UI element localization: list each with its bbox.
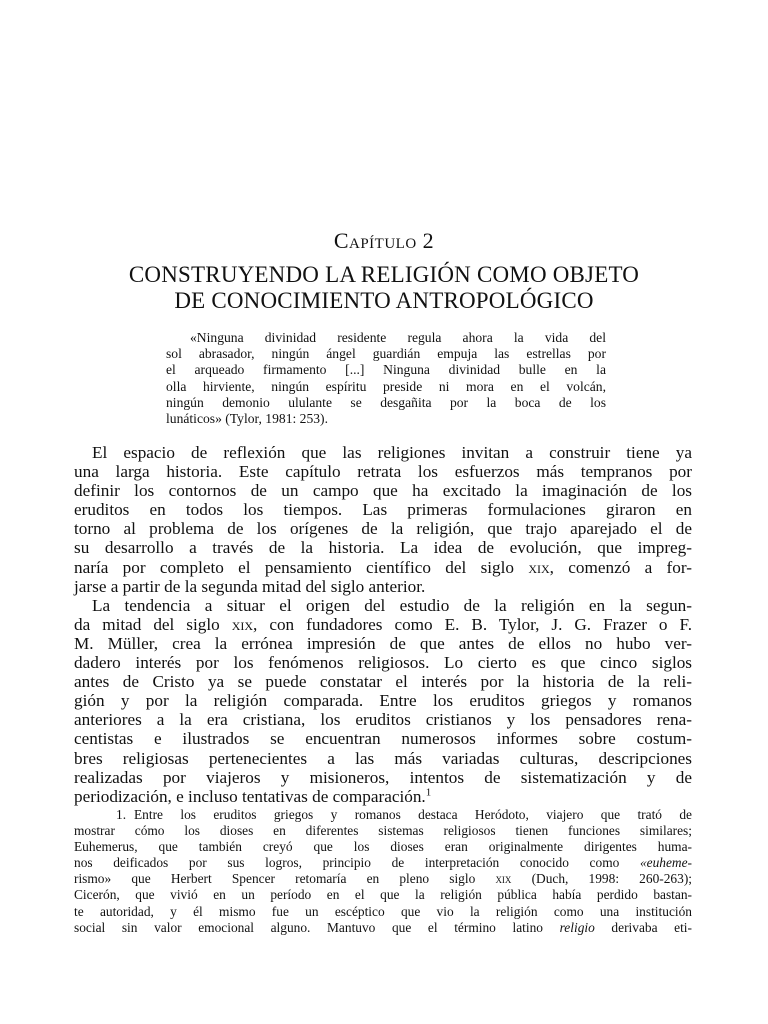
chapter-title-line: CONSTRUYENDO LA RELIGIÓN COMO OBJETO: [128, 262, 640, 287]
footnote: [74, 807, 692, 936]
footnote-line: mostrar cómo los dioses en diferentes sistemas religiosos tienen funciones similares;: [74, 823, 692, 839]
paragraph-line: una larga historia. Este capítulo retrata los esfuerzos más tempranos por: [74, 462, 692, 482]
text-run: rismo» que Herbert Spencer retomaría en pleno siglo: [74, 871, 496, 887]
epigraph-line: «Ninguna divinidad residente regula ahora la vida del: [190, 330, 606, 345]
paragraph-line: [74, 615, 692, 634]
text-run: , con fundadores como E. B. Tylor, J. G. Frazer o F.: [253, 614, 692, 634]
italic-term: «euheme-: [639, 855, 692, 871]
italic-term: religio: [559, 919, 595, 935]
paragraph-line: M. Müller, crea la errónea impresión de que antes de ellos no hubo ver-: [74, 633, 692, 653]
century-numeral: xix: [528, 557, 550, 577]
text-run: Entre los eruditos griegos y romanos destaca Heródoto, viajero que trató de: [134, 807, 692, 822]
text-run: naría por completo el pensamiento científico del siglo: [74, 557, 529, 577]
paragraph-line: definir los contornos de un campo que ha excitado la imaginación de los: [74, 481, 692, 501]
footnote-line: [74, 871, 692, 887]
chapter-title-line: DE CONOCIMIENTO ANTROPOLÓGICO: [174, 288, 594, 313]
paragraph-line: antes de Cristo ya se puede constatar el interés por la historia de la reli-: [74, 672, 692, 692]
footnote-reference[interactable]: 1: [425, 785, 432, 798]
body-text: [74, 443, 692, 806]
footnote-line: te autoridad, y él mismo fue un escéptico que vio la religión como una institución: [74, 903, 692, 919]
text-run: da mitad del siglo: [74, 614, 232, 634]
epigraph-line: sol abrasador, ningún ángel guardián empuja las estrellas por: [166, 346, 606, 362]
epigraph-line: lunáticos» (Tylor, 1981: 253).: [166, 411, 328, 427]
chapter-title: [60, 262, 708, 314]
text-run: periodización, e incluso tentativas de comparación.: [74, 786, 426, 806]
footnote-number: 1.: [116, 807, 127, 822]
paragraph-line: su desarrollo a través de la historia. La idea de evolución, que impreg-: [74, 538, 692, 558]
footnote-line: Euhemerus, que también creyó que los dioses eran originalmente dirigentes huma-: [74, 839, 692, 855]
paragraph-line: El espacio de reflexión que las religiones invitan a construir tiene ya: [92, 443, 692, 462]
paragraph-line: dadero interés por los fenómenos religiosos. Lo cierto es que cinco siglos: [74, 653, 692, 673]
paragraph-line: eruditos en todos los tiempos. Las primeras formulaciones giraron en: [74, 500, 692, 520]
text-run: nos deificados por sus logros, principio de interpretación conocido como: [74, 855, 640, 871]
epigraph-line: ningún demonio ululante se desgañita por la boca de los: [166, 394, 606, 410]
epigraph-line: olla hirviente, ningún espíritu preside ni mora en el volcán,: [166, 378, 606, 394]
footnote-line: Cicerón, que vivió en un período en el que la religión pública había perdido bastan-: [74, 887, 692, 903]
century-numeral: xix: [231, 614, 254, 634]
paragraph-line: [74, 558, 692, 577]
text-run: (Duch, 1998: 260-263);: [511, 871, 692, 887]
text-run: , comenzó a for-: [549, 557, 692, 577]
epigraph-line: el arqueado firmamento [...] Ninguna divinidad bulle en la: [166, 362, 606, 378]
paragraph-line: bres religiosas pertenecientes a las más variadas culturas, descripciones: [74, 748, 692, 768]
paragraph-line: anteriores a la era cristiana, los eruditos cristianos y los pensadores rena-: [74, 710, 692, 730]
paragraph-line: torno al problema de los orígenes de la religión, que trajo aparejado el de: [74, 519, 692, 539]
paragraph-line: centistas e ilustrados se encuentran numerosos informes sobre costum-: [74, 729, 692, 749]
paragraph-line: jarse a partir de la segunda mitad del siglo anterior.: [74, 576, 426, 596]
century-numeral: xix: [495, 871, 512, 887]
chapter-label: Capítulo 2: [333, 228, 435, 253]
footnote-line: [74, 920, 692, 936]
paragraph-line: La tendencia a situar el origen del estudio de la religión en la segun-: [92, 595, 692, 615]
paragraph-line: gión y por la religión comparada. Entre los eruditos griegos y romanos: [74, 691, 692, 711]
paragraph-line: realizadas por viajeros y misioneros, intentos de sistematización y de: [74, 767, 692, 787]
text-run: social sin valor emocional alguno. Mantuvo que el término latino: [74, 919, 560, 935]
footnote-line: [74, 807, 692, 823]
epigraph: [166, 330, 606, 427]
text-run: derivaba eti-: [594, 919, 692, 935]
paragraph-line: [74, 787, 692, 806]
footnote-line: [74, 855, 692, 871]
